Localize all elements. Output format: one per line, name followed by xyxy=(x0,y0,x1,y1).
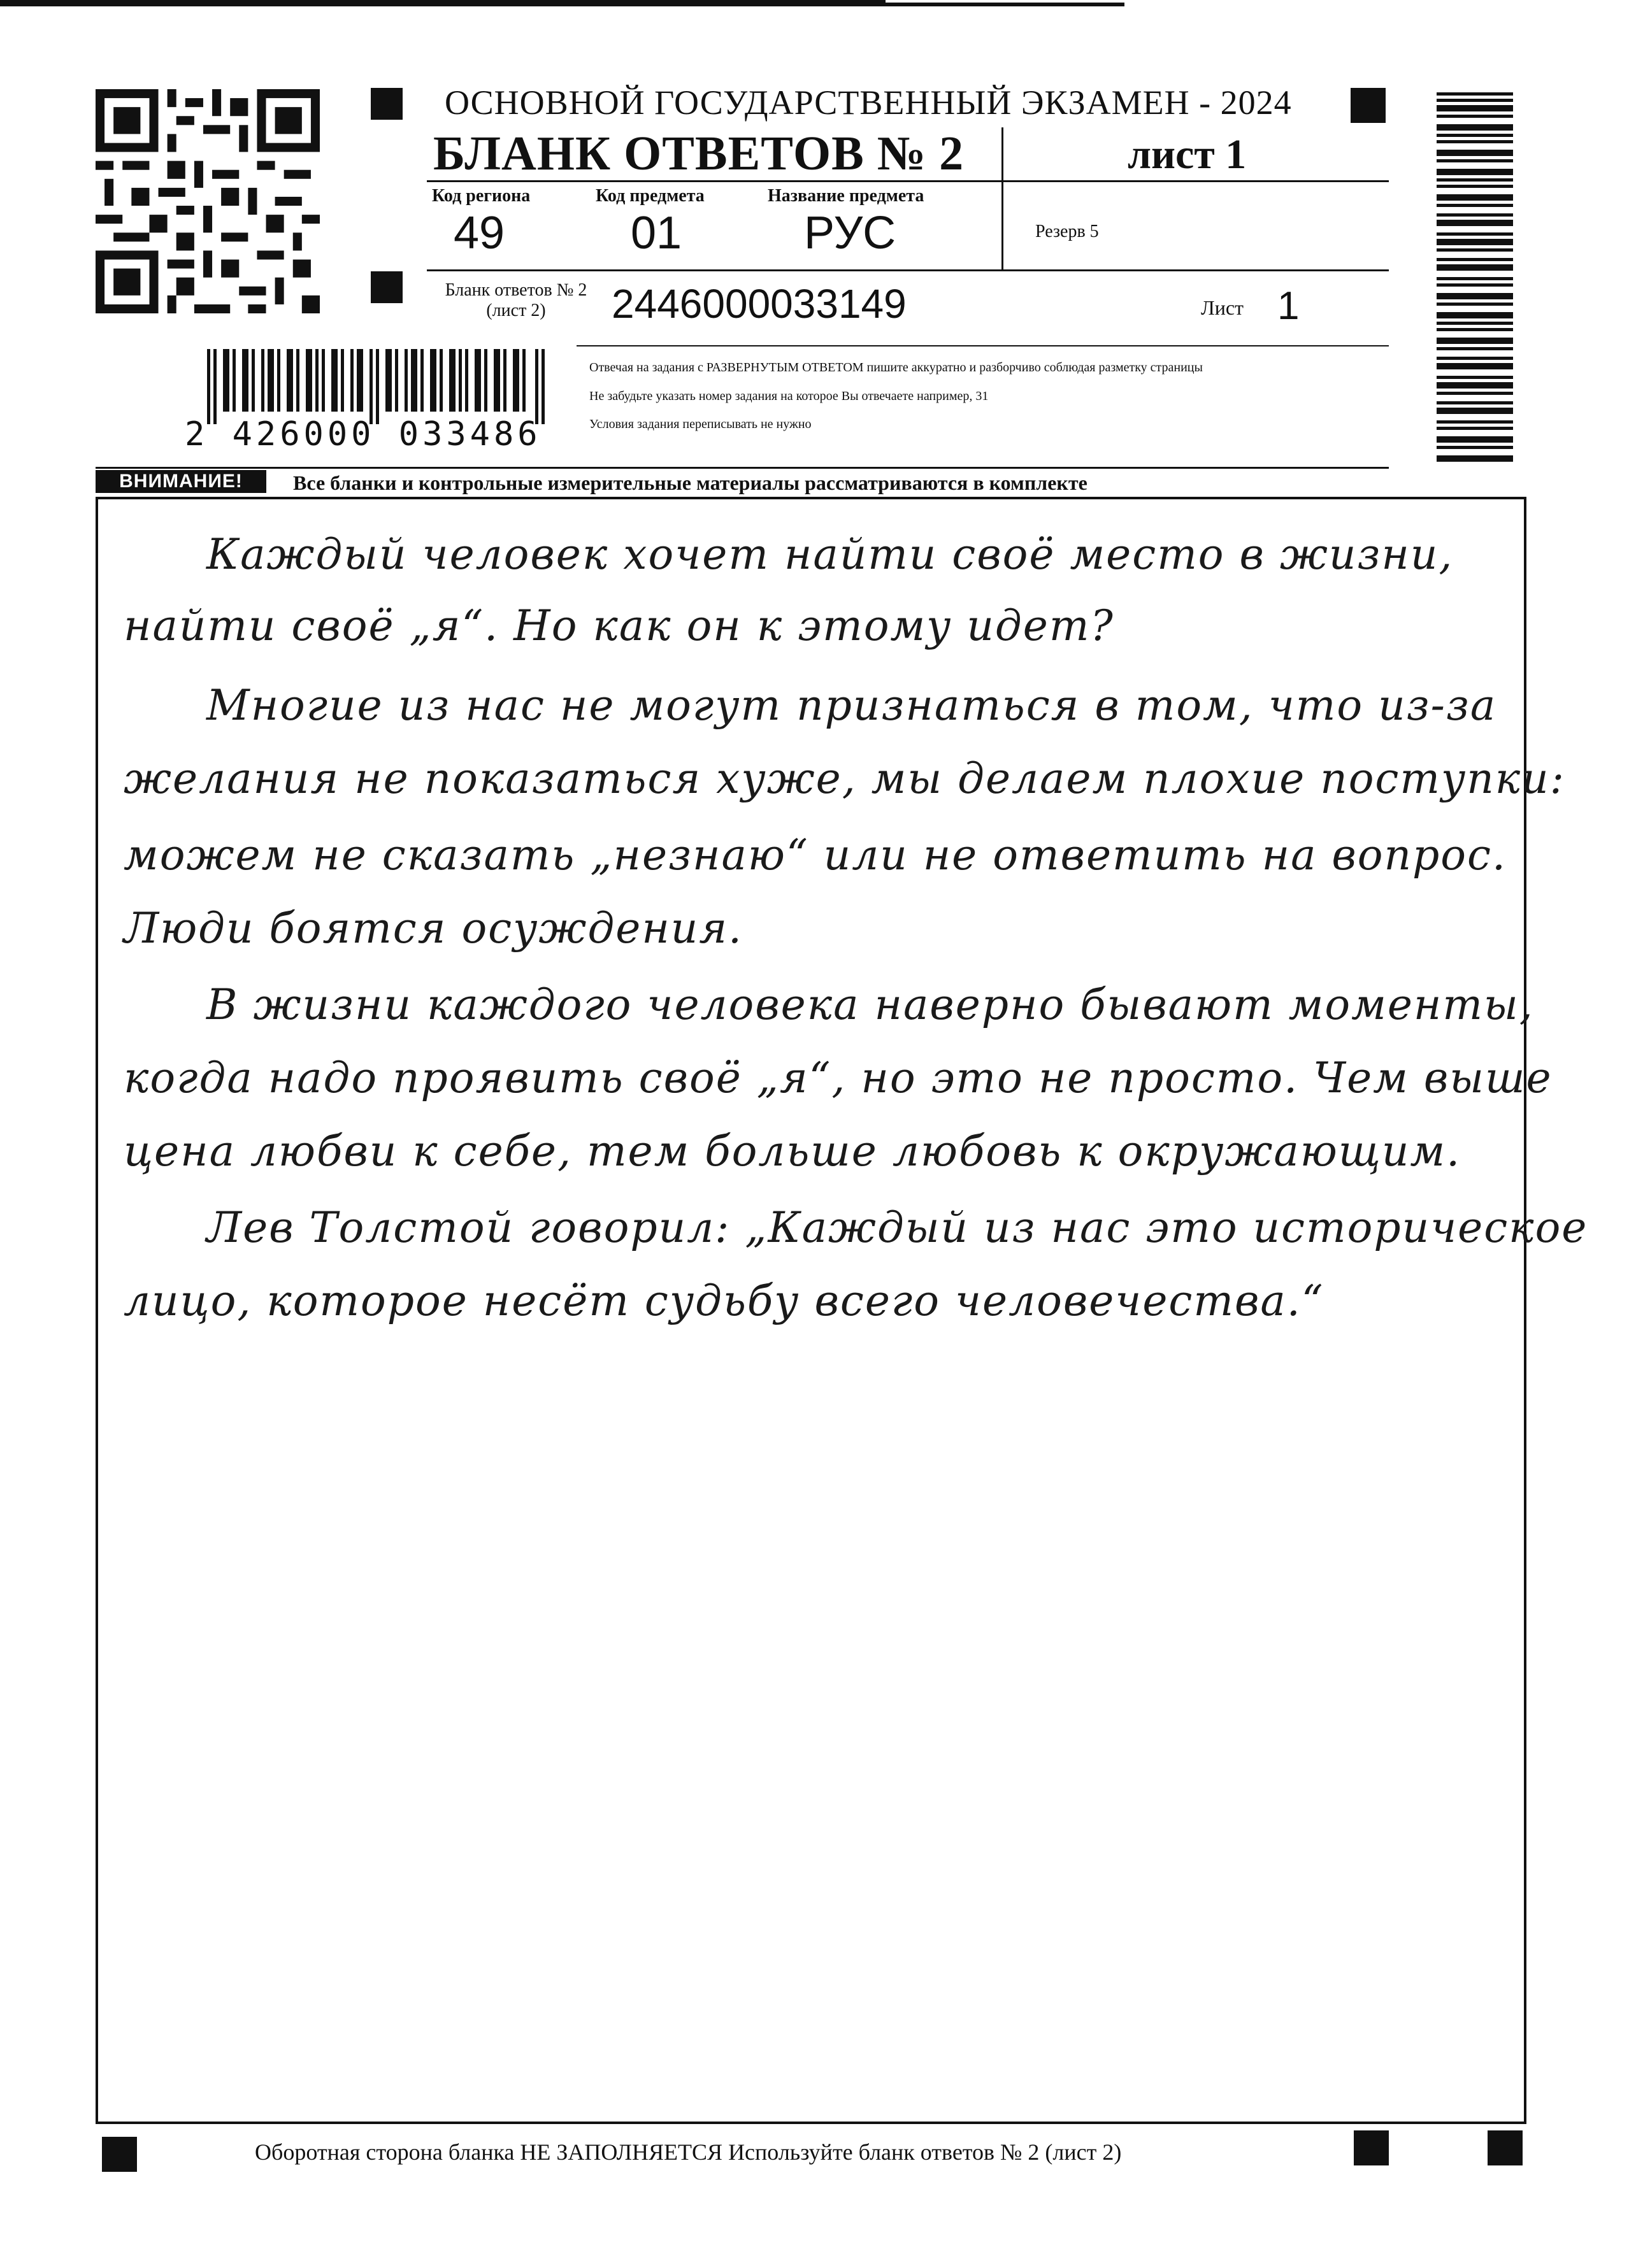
answer-line-5: можем не сказать „незнаю“ или не ответить на вопрос. xyxy=(124,831,1507,880)
answer-line-9: цена любви к себе, тем больше любовь к окружающим. xyxy=(124,1127,1461,1176)
registration-marker-bottom-center xyxy=(1354,2130,1389,2165)
header-vertical-rule xyxy=(1001,127,1003,271)
blank-reference-line-1: Бланк ответов № 2 xyxy=(445,280,587,300)
form-title: БЛАНК ОТВЕТОВ № 2 xyxy=(433,127,965,180)
answer-line-11: лицо, которое несёт судьбу всего человечества.“ xyxy=(124,1276,1324,1325)
subject-name-label: Название предмета xyxy=(768,186,924,206)
blank-reference-line-2: (лист 2) xyxy=(486,301,546,320)
blank-reference-label xyxy=(420,280,612,321)
attention-text: Все бланки и контрольные измерительные материалы рассматриваются в комплекте xyxy=(293,471,1087,494)
header-rule-3 xyxy=(577,345,1389,346)
blank-number: 2446000033149 xyxy=(612,281,907,327)
answer-line-1: Каждый человек хочет найти своё место в жизни, xyxy=(206,530,1454,579)
reserve-label: Резерв 5 xyxy=(1035,222,1099,241)
list-value: 1 xyxy=(1277,284,1300,328)
linear-barcode xyxy=(207,349,545,424)
answer-line-2: найти своё „я“. Но как он к этому идет? xyxy=(124,601,1114,650)
registration-marker-bottom-right xyxy=(1488,2130,1523,2165)
bottom-rule xyxy=(0,3,1124,6)
attention-top-rule xyxy=(96,467,1389,469)
list-label: Лист xyxy=(1201,296,1244,319)
answer-line-4: желания не показаться хуже, мы делаем плохие поступки: xyxy=(124,754,1565,803)
answer-line-6: Люди боятся осуждения. xyxy=(124,904,743,953)
instruction-line-1: Отвечая на задания с РАЗВЕРНУТЫМ ОТВЕТОМ пишите аккуратно и разборчиво соблюдая разметку страницы xyxy=(589,360,1203,374)
header-rule-1 xyxy=(427,180,1389,182)
region-code-label: Код региона xyxy=(432,186,531,206)
registration-marker-top-right xyxy=(1351,88,1386,123)
registration-marker-bottom-left xyxy=(102,2137,137,2172)
exam-title: ОСНОВНОЙ ГОСУДАРСТВЕННЫЙ ЭКЗАМЕН - 2024 xyxy=(445,83,1292,122)
barcode-digits: 2 426000 033486 xyxy=(185,415,542,453)
side-barcode xyxy=(1437,92,1513,465)
sheet-label: лист 1 xyxy=(1128,131,1247,178)
footer-text: Оборотная сторона бланка НЕ ЗАПОЛНЯЕТСЯ Используйте бланк ответов № 2 (лист 2) xyxy=(255,2139,1122,2165)
qr-code xyxy=(96,89,320,313)
registration-marker-mid-left xyxy=(371,271,403,303)
region-code-value: 49 xyxy=(454,208,505,259)
answer-line-7: В жизни каждого человека наверно бывают моменты, xyxy=(206,980,1534,1029)
instruction-line-2: Не забудьте указать номер задания на которое Вы отвечаете например, 31 xyxy=(589,389,989,403)
subject-code-value: 01 xyxy=(631,208,682,259)
answer-line-10: Лев Толстой говорил: „Каждый из нас это историческое xyxy=(206,1203,1588,1252)
answer-line-3: Многие из нас не могут признаться в том, что из-за xyxy=(206,681,1497,730)
answer-area[interactable] xyxy=(96,497,1588,2124)
subject-code-label: Код предмета xyxy=(596,186,705,206)
instruction-line-3: Условия задания переписывать не нужно xyxy=(589,417,812,431)
header-rule-2 xyxy=(427,269,1389,271)
answer-line-8: когда надо проявить своё „я“, но это не просто. Чем выше xyxy=(124,1053,1553,1102)
subject-name-value: РУС xyxy=(804,208,896,259)
registration-marker-top-left xyxy=(371,88,403,120)
attention-badge: ВНИМАНИЕ! xyxy=(96,470,266,493)
